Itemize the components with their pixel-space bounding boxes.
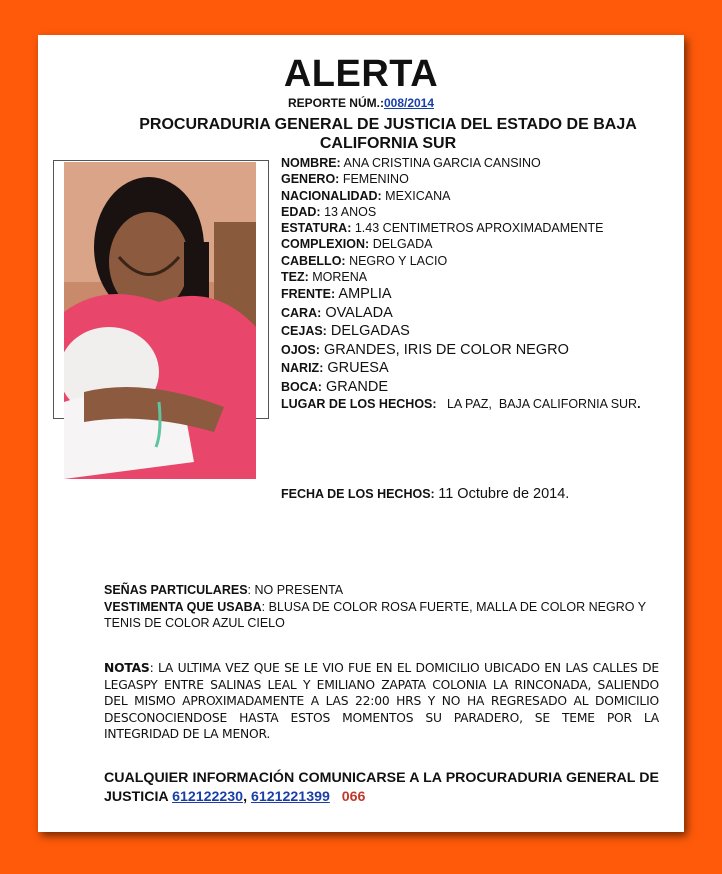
field-cejas: CEJAS: DELGADAS: [281, 323, 410, 340]
field-tez: TEZ: MORENA: [281, 270, 368, 285]
alert-title: ALERTA: [283, 53, 439, 95]
field-complexion: COMPLEXION: DELGADA: [281, 237, 433, 252]
missing-person-photo: [64, 162, 256, 479]
field-nombre: NOMBRE: ANA CRISTINA GARCIA CANSINO: [281, 156, 541, 170]
alert-poster: [38, 35, 684, 832]
field-frente: FRENTE: AMPLIA: [281, 286, 392, 303]
field-genero: GENERO: FEMENINO: [281, 172, 409, 187]
field-fecha: FECHA DE LOS HECHOS: 11 Octubre de 2014.: [281, 486, 570, 502]
agency-name: PROCURADURIA GENERAL DE JUSTICIA DEL ESTADO DE BAJA CALIFORNIA SUR: [139, 116, 637, 152]
particular-details: [104, 582, 664, 632]
notes: NOTAS: LA ULTIMA VEZ QUE SE LE VIO FUE EN EL DOMICILIO UBICADO EN LAS CALLES DE LEGASPY ENTRE SALINAS LEAL Y EMILIANO ZAPATA COLONIA LA RINCONADA, SALIENDO DEL MISMO APROXIMADAMENTE A LAS 22:00 HRS Y NO HA REGRESADO AL DOMICILIO DESCONOCIENDOSE HASTA ESTOS MOMENTOS SU PARADERO, SE TEME POR LA INTEGRIDAD DE LA MENOR.: [104, 661, 659, 741]
phone-link-2[interactable]: 6121221399: [250, 789, 330, 805]
emergency-number: 066: [341, 789, 366, 805]
field-estatura: ESTATURA: 1.43 CENTIMETROS APROXIMADAMENTE: [281, 221, 604, 236]
field-boca: BOCA: GRANDE: [281, 378, 389, 395]
field-lugar: LUGAR DE LOS HECHOS: LA PAZ, BAJA CALIFORNIA SUR.: [281, 397, 641, 412]
field-nacionalidad: NACIONALIDAD: MEXICANA: [281, 188, 451, 203]
field-senas: SEÑAS PARTICULARES: NO PRESENTA: [104, 583, 344, 597]
phone-link-1[interactable]: 612122230: [172, 789, 244, 805]
report-label: REPORTE NÚM.:: [287, 96, 384, 110]
field-nariz: NARIZ: GRUESA: [281, 360, 389, 377]
field-edad: EDAD: 13 ANOS: [281, 204, 377, 219]
contact-info: CUALQUIER INFORMACIÓN COMUNICARSE A LA PROCURADURIA GENERAL DE JUSTICIA 612122230, 6121221399 066: [104, 770, 659, 805]
field-cara: CARA: OVALADA: [281, 304, 393, 321]
report-number-link[interactable]: 008/2014: [383, 96, 435, 110]
report-number: [38, 96, 684, 110]
field-vestimenta: VESTIMENTA QUE USABA: BLUSA DE COLOR ROSA FUERTE, MALLA DE COLOR NEGRO Y TENIS DE COLOR AZUL CIELO: [104, 599, 646, 630]
field-cabello: CABELLO: NEGRO Y LACIO: [281, 253, 448, 268]
person-details: [281, 155, 661, 413]
field-ojos: OJOS: GRANDES, IRIS DE COLOR NEGRO: [281, 341, 569, 358]
